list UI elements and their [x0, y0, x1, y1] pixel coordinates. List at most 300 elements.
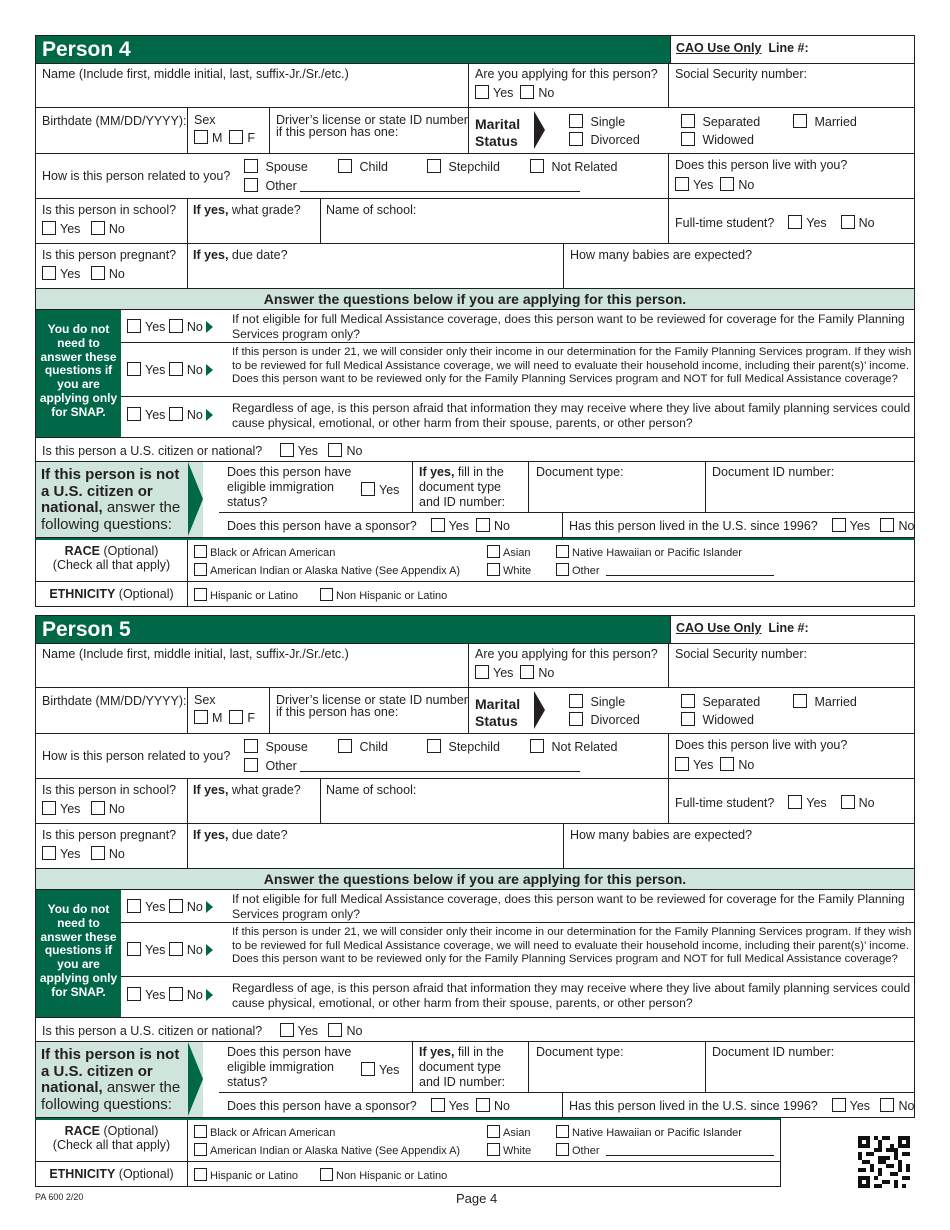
yes-label: Yes [379, 483, 400, 497]
pregnant-no-checkbox[interactable] [91, 266, 105, 280]
license-label-2: if this person has one: [276, 705, 399, 719]
no-label: No [108, 802, 125, 816]
stepchild-checkbox[interactable] [427, 739, 441, 753]
school-row [35, 199, 915, 244]
birthdate-label: Birthdate (MM/DD/YYYY): [42, 694, 187, 708]
family-planning-q2 [121, 343, 915, 397]
citizen-label: Is this person a U.S. citizen or national? [42, 1024, 263, 1038]
no-label: No [108, 267, 125, 281]
no-label: No [108, 847, 125, 861]
fulltime-field [669, 779, 915, 823]
q2-no-checkbox[interactable] [169, 362, 183, 376]
no-label: No [493, 1099, 510, 1113]
school-row [35, 779, 915, 824]
no-label: No [738, 178, 755, 192]
sex-f-checkbox[interactable] [229, 710, 243, 724]
race-block [35, 538, 915, 582]
separated-label: Separated [702, 115, 761, 129]
pregnant-label: Is this person pregnant? [42, 248, 177, 262]
person-title: Person 4 [36, 36, 670, 63]
non-citizen-note [36, 1042, 188, 1117]
pregnant-yes-checkbox[interactable] [42, 846, 56, 860]
since-1996-no-checkbox[interactable] [880, 518, 894, 532]
snap-note: You do not need to answer these questions if you are applying only for SNAP. [36, 890, 121, 1017]
race-black-checkbox[interactable] [194, 545, 207, 558]
marital-status-field [469, 108, 915, 153]
person-title: Person 5 [36, 616, 670, 643]
race-other-line[interactable] [606, 575, 774, 576]
no-label: No [538, 86, 555, 100]
divorced-checkbox[interactable] [569, 132, 583, 146]
race-other-checkbox[interactable] [556, 563, 569, 576]
separated-checkbox[interactable] [681, 694, 695, 708]
sponsor-field [219, 1093, 563, 1117]
optional-label: (Optional) [118, 587, 174, 601]
yes-label: Yes [145, 408, 166, 422]
single-checkbox[interactable] [569, 114, 583, 128]
in-school-field [36, 199, 188, 243]
due-date-label: due date? [231, 828, 288, 842]
no-label: No [108, 222, 125, 236]
q2-yes-checkbox[interactable] [127, 362, 141, 376]
person-header [35, 615, 915, 644]
ethnicity-block [35, 1162, 781, 1187]
relationship-row [35, 734, 915, 779]
in-school-no-checkbox[interactable] [91, 221, 105, 235]
no-label: No [898, 1099, 915, 1113]
fill-label-2: document type [419, 480, 501, 494]
hispanic-label: Hispanic or Latino [210, 1170, 299, 1182]
if-yes-label: If yes, [193, 203, 229, 217]
grade-field[interactable] [188, 199, 321, 243]
race-american-indian-checkbox[interactable] [194, 563, 207, 576]
since-1996-yes-checkbox[interactable] [832, 1098, 846, 1112]
divorced-label: Divorced [590, 713, 640, 727]
license-field[interactable] [270, 688, 469, 733]
q1-text: If not eligible for full Medical Assistance coverage, does this person want to be reviewed for coverage for the Family Planning Services program only? [232, 312, 905, 341]
applying-banner: Answer the questions below if you are applying for this person. [35, 289, 915, 310]
applying-yes-checkbox[interactable] [475, 665, 489, 679]
pregnant-row [35, 244, 915, 289]
not-related-checkbox[interactable] [530, 159, 544, 173]
race-block [35, 1118, 781, 1162]
race-other-checkbox[interactable] [556, 1143, 569, 1156]
no-label: No [738, 758, 755, 772]
relationship-field [36, 154, 669, 198]
arrow-icon [206, 321, 213, 333]
person-section [35, 35, 915, 607]
race-asian-checkbox[interactable] [487, 1125, 500, 1138]
doc-id-label: Document ID number: [712, 1045, 835, 1059]
live-with-no-checkbox[interactable] [720, 177, 734, 191]
babies-field[interactable] [564, 824, 915, 868]
marital-arrow-icon [534, 111, 545, 149]
school-name-field[interactable] [321, 779, 669, 823]
doc-id-label: Document ID number: [712, 465, 835, 479]
no-label: No [346, 1024, 363, 1038]
race-american-indian-checkbox[interactable] [194, 1143, 207, 1156]
name-field[interactable] [36, 64, 469, 107]
q1-no-checkbox[interactable] [169, 899, 183, 913]
birthdate-row [35, 108, 915, 154]
fulltime-no-checkbox[interactable] [841, 795, 855, 809]
pregnant-yes-checkbox[interactable] [42, 266, 56, 280]
sex-f-checkbox[interactable] [229, 130, 243, 144]
arrow-icon [206, 944, 213, 956]
immig-label: Does this person have [227, 1045, 352, 1059]
q1-no-checkbox[interactable] [169, 319, 183, 333]
race-label [36, 1120, 188, 1162]
relationship-row [35, 154, 915, 199]
q1-text: If not eligible for full Medical Assistance coverage, does this person want to be reviewed for coverage for the Family Planning Services program only? [232, 892, 905, 921]
race-black-checkbox[interactable] [194, 1125, 207, 1138]
in-school-no-checkbox[interactable] [91, 801, 105, 815]
babies-label: How many babies are expected? [570, 248, 753, 262]
yes-label: Yes [493, 666, 514, 680]
yes-label: Yes [60, 847, 81, 861]
school-name-field[interactable] [321, 199, 669, 243]
sex-field [188, 688, 270, 733]
child-label: Child [359, 740, 388, 754]
race-white-checkbox[interactable] [487, 1143, 500, 1156]
race-label [36, 540, 188, 582]
sex-field [188, 108, 270, 153]
yes-label: Yes [297, 444, 319, 458]
pregnant-field [36, 244, 188, 288]
other-label: Other [265, 179, 297, 193]
cao-use-only [676, 41, 809, 55]
in-school-yes-checkbox[interactable] [42, 221, 56, 235]
yes-label: Yes [145, 988, 166, 1002]
babies-label: How many babies are expected? [570, 828, 753, 842]
non-citizen-label: If this person is not a U.S. citizen or national, [41, 1046, 180, 1096]
immigration-block [35, 1042, 915, 1118]
since-1996-field [563, 513, 915, 537]
widowed-checkbox[interactable] [681, 712, 695, 726]
applying-yes-checkbox[interactable] [475, 85, 489, 99]
document-type-field[interactable] [529, 462, 706, 512]
applying-no-checkbox[interactable] [520, 665, 534, 679]
married-label: Married [814, 115, 857, 129]
line-label: Line #: [768, 621, 809, 635]
yes-label: Yes [60, 222, 81, 236]
since-1996-yes-checkbox[interactable] [832, 518, 846, 532]
birthdate-field[interactable] [36, 108, 188, 153]
immigration-yes-checkbox[interactable] [361, 482, 375, 496]
fulltime-yes-checkbox[interactable] [788, 795, 802, 809]
race-title: RACE [64, 1124, 101, 1138]
race-title: RACE [64, 544, 101, 558]
due-date-label: due date? [231, 248, 288, 262]
yes-label: Yes [849, 1099, 871, 1113]
license-label-2: if this person has one: [276, 125, 399, 139]
name-field[interactable] [36, 644, 469, 687]
arrow-icon [206, 409, 213, 421]
fulltime-yes-checkbox[interactable] [788, 215, 802, 229]
cao-label: CAO Use Only [676, 41, 762, 55]
single-label: Single [590, 695, 626, 709]
hispanic-checkbox[interactable] [194, 588, 207, 601]
non-hispanic-label: Non Hispanic or Latino [336, 590, 448, 602]
non-hispanic-label: Non Hispanic or Latino [336, 1170, 448, 1182]
immigration-status-field [219, 462, 413, 512]
m-label: M [212, 711, 223, 725]
widowed-checkbox[interactable] [681, 132, 695, 146]
yes-label: Yes [60, 802, 81, 816]
sponsor-yes-checkbox[interactable] [431, 1098, 445, 1112]
yes-label: Yes [60, 267, 81, 281]
stepchild-label: Stepchild [448, 740, 500, 754]
citizen-row [35, 438, 915, 462]
q3-no-checkbox[interactable] [169, 407, 183, 421]
ssn-field[interactable] [669, 644, 915, 687]
fill-label: fill in the [457, 465, 504, 479]
school-name-label: Name of school: [326, 783, 417, 797]
race-hawaiian-checkbox[interactable] [556, 545, 569, 558]
ssn-field[interactable] [669, 64, 915, 107]
other-relation-line[interactable] [300, 191, 580, 192]
if-yes-label: If yes, [419, 1045, 455, 1059]
fill-label-3: and ID number: [419, 495, 506, 509]
form-id: PA 600 2/20 [35, 1192, 84, 1202]
snap-note: You do not need to answer these questions if you are applying only for SNAP. [36, 310, 121, 437]
sex-m-checkbox[interactable] [194, 130, 208, 144]
marital-status-field [469, 688, 915, 733]
fulltime-field [669, 199, 915, 243]
black-label: Black or African American [210, 1127, 336, 1139]
since-1996-label: Has this person lived in the U.S. since 1996? [569, 519, 818, 533]
non-citizen-label: If this person is not a U.S. citizen or national, [41, 466, 180, 516]
f-label: F [247, 131, 256, 145]
asian-label: Asian [503, 1127, 531, 1139]
applying-label: Are you applying for this person? [475, 67, 658, 81]
birthdate-row [35, 688, 915, 734]
fulltime-label: Full-time student? [675, 796, 775, 810]
stepchild-checkbox[interactable] [427, 159, 441, 173]
citizen-row [35, 1018, 915, 1042]
race-white-checkbox[interactable] [487, 563, 500, 576]
live-with-yes-checkbox[interactable] [675, 757, 689, 771]
no-label: No [186, 943, 203, 957]
child-checkbox[interactable] [338, 159, 352, 173]
applying-no-checkbox[interactable] [520, 85, 534, 99]
person-section [35, 615, 915, 1187]
other-label: Other [265, 759, 297, 773]
citizen-no-checkbox[interactable] [328, 443, 342, 457]
non-hispanic-checkbox[interactable] [320, 1168, 333, 1181]
family-planning-q2 [121, 923, 915, 977]
immig-label-3: status? [227, 1075, 268, 1089]
q3-yes-checkbox[interactable] [127, 987, 141, 1001]
live-with-label: Does this person live with you? [675, 158, 848, 172]
asian-label: Asian [503, 547, 531, 559]
q1-yes-checkbox[interactable] [127, 899, 141, 913]
citizen-yes-checkbox[interactable] [280, 443, 294, 457]
in-school-field [36, 779, 188, 823]
babies-field[interactable] [564, 244, 915, 288]
fill-label: fill in the [457, 1045, 504, 1059]
live-with-field [669, 734, 915, 778]
family-planning-block [35, 890, 915, 1018]
live-with-yes-checkbox[interactable] [675, 177, 689, 191]
fulltime-no-checkbox[interactable] [841, 215, 855, 229]
single-checkbox[interactable] [569, 694, 583, 708]
marital-arrow-icon [534, 691, 545, 729]
other-label: Other [572, 565, 600, 577]
sponsor-field [219, 513, 563, 537]
name-row [35, 644, 915, 688]
yes-label: Yes [806, 216, 827, 230]
child-checkbox[interactable] [338, 739, 352, 753]
license-field[interactable] [270, 108, 469, 153]
yes-label: Yes [806, 796, 827, 810]
citizen-yes-checkbox[interactable] [280, 1023, 294, 1037]
non-citizen-instruction: answer the following questions: [41, 1079, 181, 1113]
sex-m-checkbox[interactable] [194, 710, 208, 724]
cao-use-only [676, 621, 809, 635]
pregnant-row [35, 824, 915, 869]
pregnant-label: Is this person pregnant? [42, 828, 177, 842]
q3-text: Regardless of age, is this person afraid that information they may receive where they live about family planning services could cause physical, emotional, or other harm from their spouse, parents, or other person? [232, 401, 911, 430]
document-id-field[interactable] [706, 462, 915, 512]
live-with-label: Does this person live with you? [675, 738, 848, 752]
sex-label: Sex [194, 113, 216, 127]
non-hispanic-checkbox[interactable] [320, 588, 333, 601]
relationship-label: How is this person related to you? [42, 749, 231, 763]
q2-no-checkbox[interactable] [169, 942, 183, 956]
school-name-label: Name of school: [326, 203, 417, 217]
married-checkbox[interactable] [793, 694, 807, 708]
immigration-arrow-icon [188, 462, 203, 536]
qr-code-icon [858, 1136, 910, 1188]
race-hawaiian-checkbox[interactable] [556, 1125, 569, 1138]
check-all-label: (Check all that apply) [52, 558, 171, 573]
separated-label: Separated [702, 695, 761, 709]
doc-type-label: Document type: [536, 465, 624, 479]
license-label: Driver’s license or state ID number [276, 113, 468, 127]
white-label: White [503, 1145, 532, 1157]
other-relation-line[interactable] [300, 771, 580, 772]
q3-yes-checkbox[interactable] [127, 407, 141, 421]
hawaiian-label: Native Hawaiian or Pacific Islander [572, 547, 742, 559]
in-school-label: Is this person in school? [42, 783, 177, 797]
due-date-field[interactable] [188, 824, 564, 868]
no-label: No [898, 519, 915, 533]
birthdate-field[interactable] [36, 688, 188, 733]
q1-yes-checkbox[interactable] [127, 319, 141, 333]
divorced-checkbox[interactable] [569, 712, 583, 726]
yes-label: Yes [448, 1099, 470, 1113]
married-checkbox[interactable] [793, 114, 807, 128]
fulltime-label: Full-time student? [675, 216, 775, 230]
since-1996-label: Has this person lived in the U.S. since 1996? [569, 1099, 818, 1113]
citizen-no-checkbox[interactable] [328, 1023, 342, 1037]
grade-label: what grade? [231, 203, 301, 217]
grade-field[interactable] [188, 779, 321, 823]
page-number: Page 4 [456, 1191, 498, 1206]
not-related-label: Not Related [551, 740, 618, 754]
spouse-checkbox[interactable] [244, 159, 258, 173]
document-type-field[interactable] [529, 1042, 706, 1092]
grade-label: what grade? [231, 783, 301, 797]
q3-no-checkbox[interactable] [169, 987, 183, 1001]
no-label: No [186, 900, 203, 914]
q3-text: Regardless of age, is this person afraid that information they may receive where they live about family planning services could cause physical, emotional, or other harm from their spouse, parents, or other person? [232, 981, 911, 1010]
other-relation-checkbox[interactable] [244, 178, 258, 192]
not-related-label: Not Related [551, 160, 618, 174]
no-label: No [858, 216, 875, 230]
divorced-label: Divorced [590, 133, 640, 147]
marital-label: Marital [475, 696, 521, 712]
separated-checkbox[interactable] [681, 114, 695, 128]
other-relation-checkbox[interactable] [244, 758, 258, 772]
sex-label: Sex [194, 693, 216, 707]
immig-label-2: eligible immigration [227, 1060, 334, 1074]
race-asian-checkbox[interactable] [487, 545, 500, 558]
sponsor-label: Does this person have a sponsor? [227, 1099, 417, 1113]
arrow-icon [206, 989, 213, 1001]
in-school-yes-checkbox[interactable] [42, 801, 56, 815]
widowed-label: Widowed [702, 713, 754, 727]
f-label: F [247, 711, 256, 725]
relationship-field [36, 734, 669, 778]
sponsor-no-checkbox[interactable] [476, 1098, 490, 1112]
immigration-arrow-icon [188, 1042, 203, 1116]
ethnicity-title: ETHNICITY [49, 1167, 116, 1181]
q2-text: If this person is under 21, we will consider only their income in our determination for the Family Planning Services program. If they wish to be reviewed for full Medical Assistance coverage, we will need to evaluate their household income, including their parent(s)’ income. Does this person want to be reviewed only for the Family Planning Services program and NOT for full Medical Assistance coverage? [232, 346, 912, 386]
document-id-field[interactable] [706, 1042, 915, 1092]
q2-yes-checkbox[interactable] [127, 942, 141, 956]
white-label: White [503, 565, 532, 577]
if-yes-label: If yes, [193, 248, 229, 262]
live-with-no-checkbox[interactable] [720, 757, 734, 771]
in-school-label: Is this person in school? [42, 203, 177, 217]
relationship-label: How is this person related to you? [42, 169, 231, 183]
yes-label: Yes [145, 900, 166, 914]
since-1996-no-checkbox[interactable] [880, 1098, 894, 1112]
if-yes-label: If yes, [419, 465, 455, 479]
no-label: No [186, 363, 203, 377]
line-label: Line #: [768, 41, 809, 55]
no-label: No [538, 666, 555, 680]
immigration-block [35, 462, 915, 538]
applying-field [469, 64, 669, 107]
applying-field [469, 644, 669, 687]
race-other-line[interactable] [606, 1155, 774, 1156]
due-date-field[interactable] [188, 244, 564, 288]
immigration-status-field [219, 1042, 413, 1092]
yes-label: Yes [693, 758, 714, 772]
no-label: No [186, 408, 203, 422]
yes-label: Yes [448, 519, 470, 533]
name-label: Name (Include first, middle initial, last, suffix-Jr./Sr./etc.) [42, 647, 349, 661]
pregnant-no-checkbox[interactable] [91, 846, 105, 860]
license-label: Driver’s license or state ID number [276, 693, 468, 707]
ssn-label: Social Security number: [675, 647, 808, 661]
hispanic-checkbox[interactable] [194, 1168, 207, 1181]
since-1996-field [563, 1093, 915, 1117]
yes-label: Yes [693, 178, 714, 192]
spouse-checkbox[interactable] [244, 739, 258, 753]
sponsor-no-checkbox[interactable] [476, 518, 490, 532]
yes-label: Yes [297, 1024, 319, 1038]
yes-label: Yes [145, 320, 166, 334]
sponsor-yes-checkbox[interactable] [431, 518, 445, 532]
pregnant-field [36, 824, 188, 868]
family-planning-q1 [121, 310, 915, 343]
immigration-yes-checkbox[interactable] [361, 1062, 375, 1076]
not-related-checkbox[interactable] [530, 739, 544, 753]
